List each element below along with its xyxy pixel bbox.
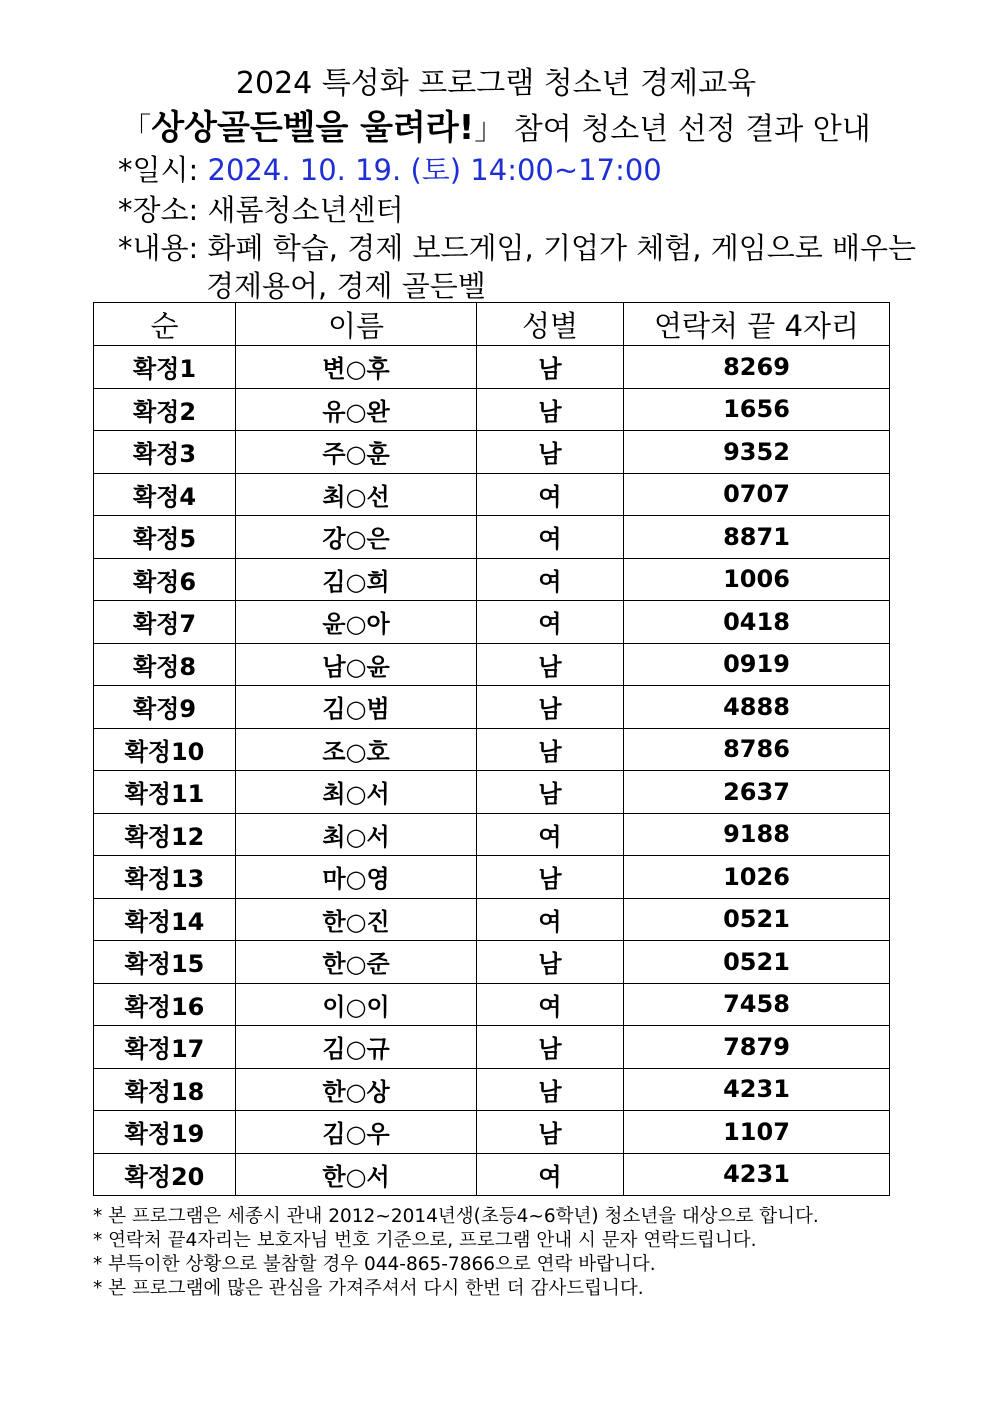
cell-name: 김○우 [236, 1111, 477, 1154]
cell-gender: 남 [477, 686, 624, 729]
info-place: *장소: 새롬청소년센터 [118, 193, 404, 227]
date-label: *일시: [118, 153, 208, 187]
cell-contact: 2637 [624, 771, 890, 814]
cell-gender: 남 [477, 941, 624, 984]
header-order: 순 [94, 303, 236, 346]
cell-gender: 남 [477, 643, 624, 686]
cell-order: 확정18 [94, 1068, 236, 1111]
cell-contact: 8786 [624, 728, 890, 771]
cell-contact: 0521 [624, 941, 890, 984]
cell-order: 확정5 [94, 516, 236, 559]
cell-name: 한○진 [236, 898, 477, 941]
cell-contact: 1107 [624, 1111, 890, 1154]
cell-name: 최○서 [236, 813, 477, 856]
cell-gender: 여 [477, 473, 624, 516]
cell-contact: 8269 [624, 346, 890, 389]
cell-name: 한○상 [236, 1068, 477, 1111]
cell-name: 남○윤 [236, 643, 477, 686]
cell-gender: 여 [477, 1153, 624, 1196]
cell-gender: 여 [477, 983, 624, 1026]
cell-name: 김○범 [236, 686, 477, 729]
cell-order: 확정7 [94, 601, 236, 644]
cell-gender: 여 [477, 516, 624, 559]
table-row [94, 1153, 890, 1196]
cell-gender: 남 [477, 728, 624, 771]
cell-gender: 남 [477, 346, 624, 389]
cell-order: 확정12 [94, 813, 236, 856]
cell-gender: 남 [477, 1068, 624, 1111]
table-row [94, 1026, 890, 1069]
cell-gender: 남 [477, 1111, 624, 1154]
cell-name: 마○영 [236, 856, 477, 899]
cell-gender: 남 [477, 431, 624, 474]
cell-name: 한○준 [236, 941, 477, 984]
table-row [94, 983, 890, 1026]
table-row [94, 558, 890, 601]
cell-name: 김○희 [236, 558, 477, 601]
cell-contact: 9352 [624, 431, 890, 474]
date-value: 2024. 10. 19. (토) 14:00~17:00 [207, 153, 662, 187]
cell-name: 김○규 [236, 1026, 477, 1069]
cell-name: 강○은 [236, 516, 477, 559]
info-date [118, 150, 662, 190]
cell-contact: 0707 [624, 473, 890, 516]
cell-order: 확정3 [94, 431, 236, 474]
cell-order: 확정14 [94, 898, 236, 941]
cell-order: 확정6 [94, 558, 236, 601]
cell-order: 확정20 [94, 1153, 236, 1196]
table-row [94, 686, 890, 729]
table-row [94, 1068, 890, 1111]
cell-name: 유○완 [236, 388, 477, 431]
subtitle-rest: 참여 청소년 선정 결과 안내 [504, 112, 871, 147]
cell-order: 확정9 [94, 686, 236, 729]
table-header-row [94, 303, 890, 346]
cell-gender: 여 [477, 601, 624, 644]
note-item: * 본 프로그램은 세종시 관내 2012~2014년생(초등4~6학년) 청소년을 대상으로 합니다. [93, 1206, 819, 1227]
header-gender: 성별 [477, 303, 624, 346]
cell-order: 확정15 [94, 941, 236, 984]
header-contact: 연락처 끝 4자리 [624, 303, 890, 346]
cell-contact: 0521 [624, 898, 890, 941]
cell-gender: 여 [477, 898, 624, 941]
table-row [94, 898, 890, 941]
cell-contact: 9188 [624, 813, 890, 856]
cell-order: 확정16 [94, 983, 236, 1026]
cell-name: 조○호 [236, 728, 477, 771]
cell-contact: 4231 [624, 1153, 890, 1196]
table-row [94, 601, 890, 644]
cell-contact: 7458 [624, 983, 890, 1026]
cell-gender: 남 [477, 388, 624, 431]
results-table [93, 302, 890, 1196]
cell-contact: 0919 [624, 643, 890, 686]
cell-contact: 1006 [624, 558, 890, 601]
cell-order: 확정8 [94, 643, 236, 686]
cell-name: 변○후 [236, 346, 477, 389]
table-row [94, 941, 890, 984]
cell-order: 확정2 [94, 388, 236, 431]
table-row [94, 346, 890, 389]
cell-name: 최○서 [236, 771, 477, 814]
cell-gender: 여 [477, 813, 624, 856]
cell-order: 확정17 [94, 1026, 236, 1069]
cell-name: 최○선 [236, 473, 477, 516]
note-item: * 본 프로그램에 많은 관심을 가져주셔서 다시 한번 더 감사드립니다. [93, 1278, 644, 1299]
cell-order: 확정13 [94, 856, 236, 899]
cell-name: 한○서 [236, 1153, 477, 1196]
cell-contact: 8871 [624, 516, 890, 559]
cell-contact: 0418 [624, 601, 890, 644]
table-row [94, 431, 890, 474]
table-row [94, 1111, 890, 1154]
cell-contact: 1026 [624, 856, 890, 899]
table-body [94, 346, 890, 1196]
cell-order: 확정1 [94, 346, 236, 389]
note-item: * 연락처 끝4자리는 보호자님 번호 기준으로, 프로그램 안내 시 문자 연락드립니다. [93, 1230, 757, 1251]
bracket-close: 」 [474, 112, 505, 147]
note-item: * 부득이한 상황으로 불참할 경우 044-865-7866으로 연락 바랍니다. [93, 1254, 656, 1275]
table-row [94, 388, 890, 431]
table-row [94, 473, 890, 516]
notes [93, 1205, 819, 1301]
cell-order: 확정11 [94, 771, 236, 814]
table-row [94, 516, 890, 559]
cell-gender: 남 [477, 771, 624, 814]
table-row [94, 771, 890, 814]
cell-name: 주○훈 [236, 431, 477, 474]
cell-gender: 여 [477, 558, 624, 601]
cell-order: 확정19 [94, 1111, 236, 1154]
event-name: 상상골든벨을 울려라! [151, 108, 475, 148]
cell-contact: 4888 [624, 686, 890, 729]
cell-gender: 남 [477, 856, 624, 899]
cell-name: 윤○아 [236, 601, 477, 644]
table-row [94, 813, 890, 856]
document-title: 2024 특성화 프로그램 청소년 경제교육 [235, 66, 757, 101]
cell-contact: 7879 [624, 1026, 890, 1069]
info-content-continued: 경제용어, 경제 골든벨 [206, 269, 486, 303]
table-row [94, 728, 890, 771]
cell-gender: 남 [477, 1026, 624, 1069]
cell-name: 이○이 [236, 983, 477, 1026]
bracket-open: 「 [121, 112, 152, 147]
cell-contact: 4231 [624, 1068, 890, 1111]
table-row [94, 856, 890, 899]
table-row [94, 643, 890, 686]
document-subtitle [0, 104, 992, 154]
cell-contact: 1656 [624, 388, 890, 431]
info-content: *내용: 화폐 학습, 경제 보드게임, 기업가 체험, 게임으로 배우는 [118, 231, 917, 265]
cell-order: 확정10 [94, 728, 236, 771]
cell-order: 확정4 [94, 473, 236, 516]
header-name: 이름 [236, 303, 477, 346]
